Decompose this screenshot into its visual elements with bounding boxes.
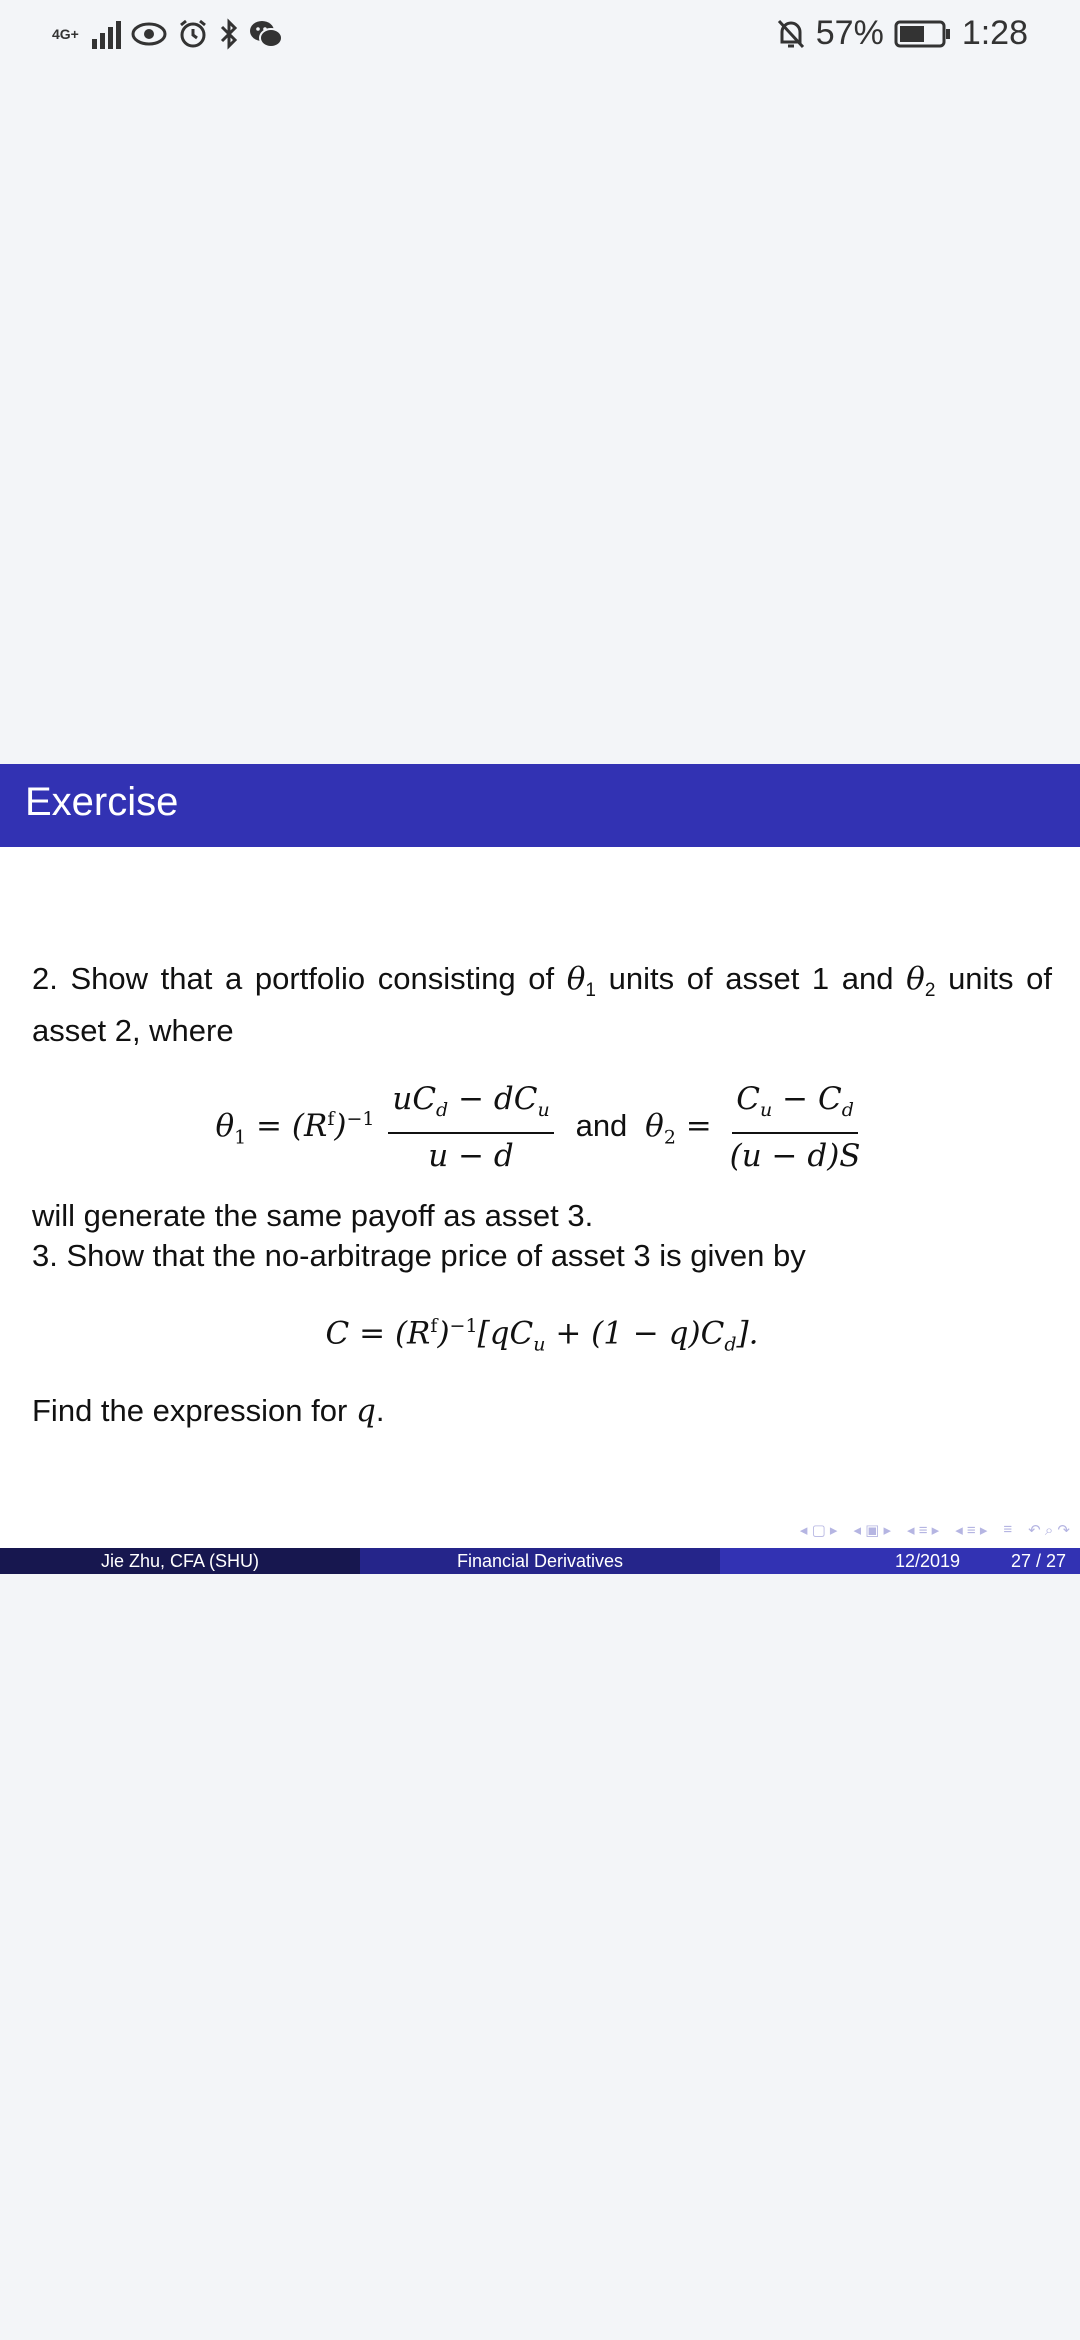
slide (0, 764, 1080, 1574)
slide-footer (0, 1548, 1080, 1574)
nav-search-icon[interactable]: ↶ ⌕ ↷ (1028, 1522, 1070, 1539)
signal-icon (92, 19, 121, 49)
clock: 1:28 (961, 14, 1028, 52)
alarm-icon (177, 18, 209, 50)
network-type: 4G+ (52, 25, 79, 42)
mute-bell-icon (776, 18, 806, 50)
nav-outline-icon[interactable]: ≡ (1003, 1521, 1013, 1538)
footer-page: 27 / 27 (1010, 1551, 1066, 1571)
slide-body (32, 959, 1052, 1431)
bluetooth-icon (219, 18, 239, 50)
battery-icon (894, 19, 952, 49)
eye-icon (131, 21, 167, 47)
exercise-3-text: 3. Show that the no-arbitrage price of asset 3 is given by (32, 1238, 806, 1274)
slide-title: Exercise (25, 780, 179, 824)
nav-section-icon[interactable]: ◂ ≡ ▸ (907, 1522, 940, 1539)
theta-equation: $\theta_1 = (R^f)^{-1}$ $\frac{uC_d - dC_u}{u - d}$ and $\theta_2$ = $\frac{C_u - C_d}{(u - d)S}$ (215, 1081, 861, 1175)
status-left (52, 18, 283, 50)
footer-right (720, 1548, 1080, 1574)
nav-frame-icon[interactable]: ◂ ▢ ▸ (799, 1522, 838, 1539)
battery-percent: 57% (815, 14, 884, 52)
find-q-text: Find the expression for q. (32, 1392, 385, 1429)
slide-header (0, 764, 1080, 847)
price-equation: $C = (R^f)^{-1}[qC_u + (1 - q)C_d]$. (325, 1315, 759, 1356)
footer-date: 12/2019 (895, 1551, 961, 1571)
exercise-2-conclusion: will generate the same payoff as asset 3. (32, 1198, 594, 1234)
status-right (776, 14, 1028, 53)
wechat-icon (249, 19, 283, 49)
beamer-navigation[interactable] (800, 1521, 1070, 1539)
status-bar (0, 0, 1080, 75)
nav-document-icon[interactable]: ◂ ≡ ▸ (955, 1522, 988, 1539)
footer-author: Jie Zhu, CFA (SHU) (0, 1548, 360, 1574)
footer-course: Financial Derivatives (360, 1548, 720, 1574)
exercise-2-text: 2. Show that a portfolio consisting of $\theta_1$ units of asset 1 and $\theta_2$ units of asset 2, where (32, 961, 1053, 1049)
nav-subsection-icon[interactable]: ◂ ▣ ▸ (853, 1522, 892, 1539)
